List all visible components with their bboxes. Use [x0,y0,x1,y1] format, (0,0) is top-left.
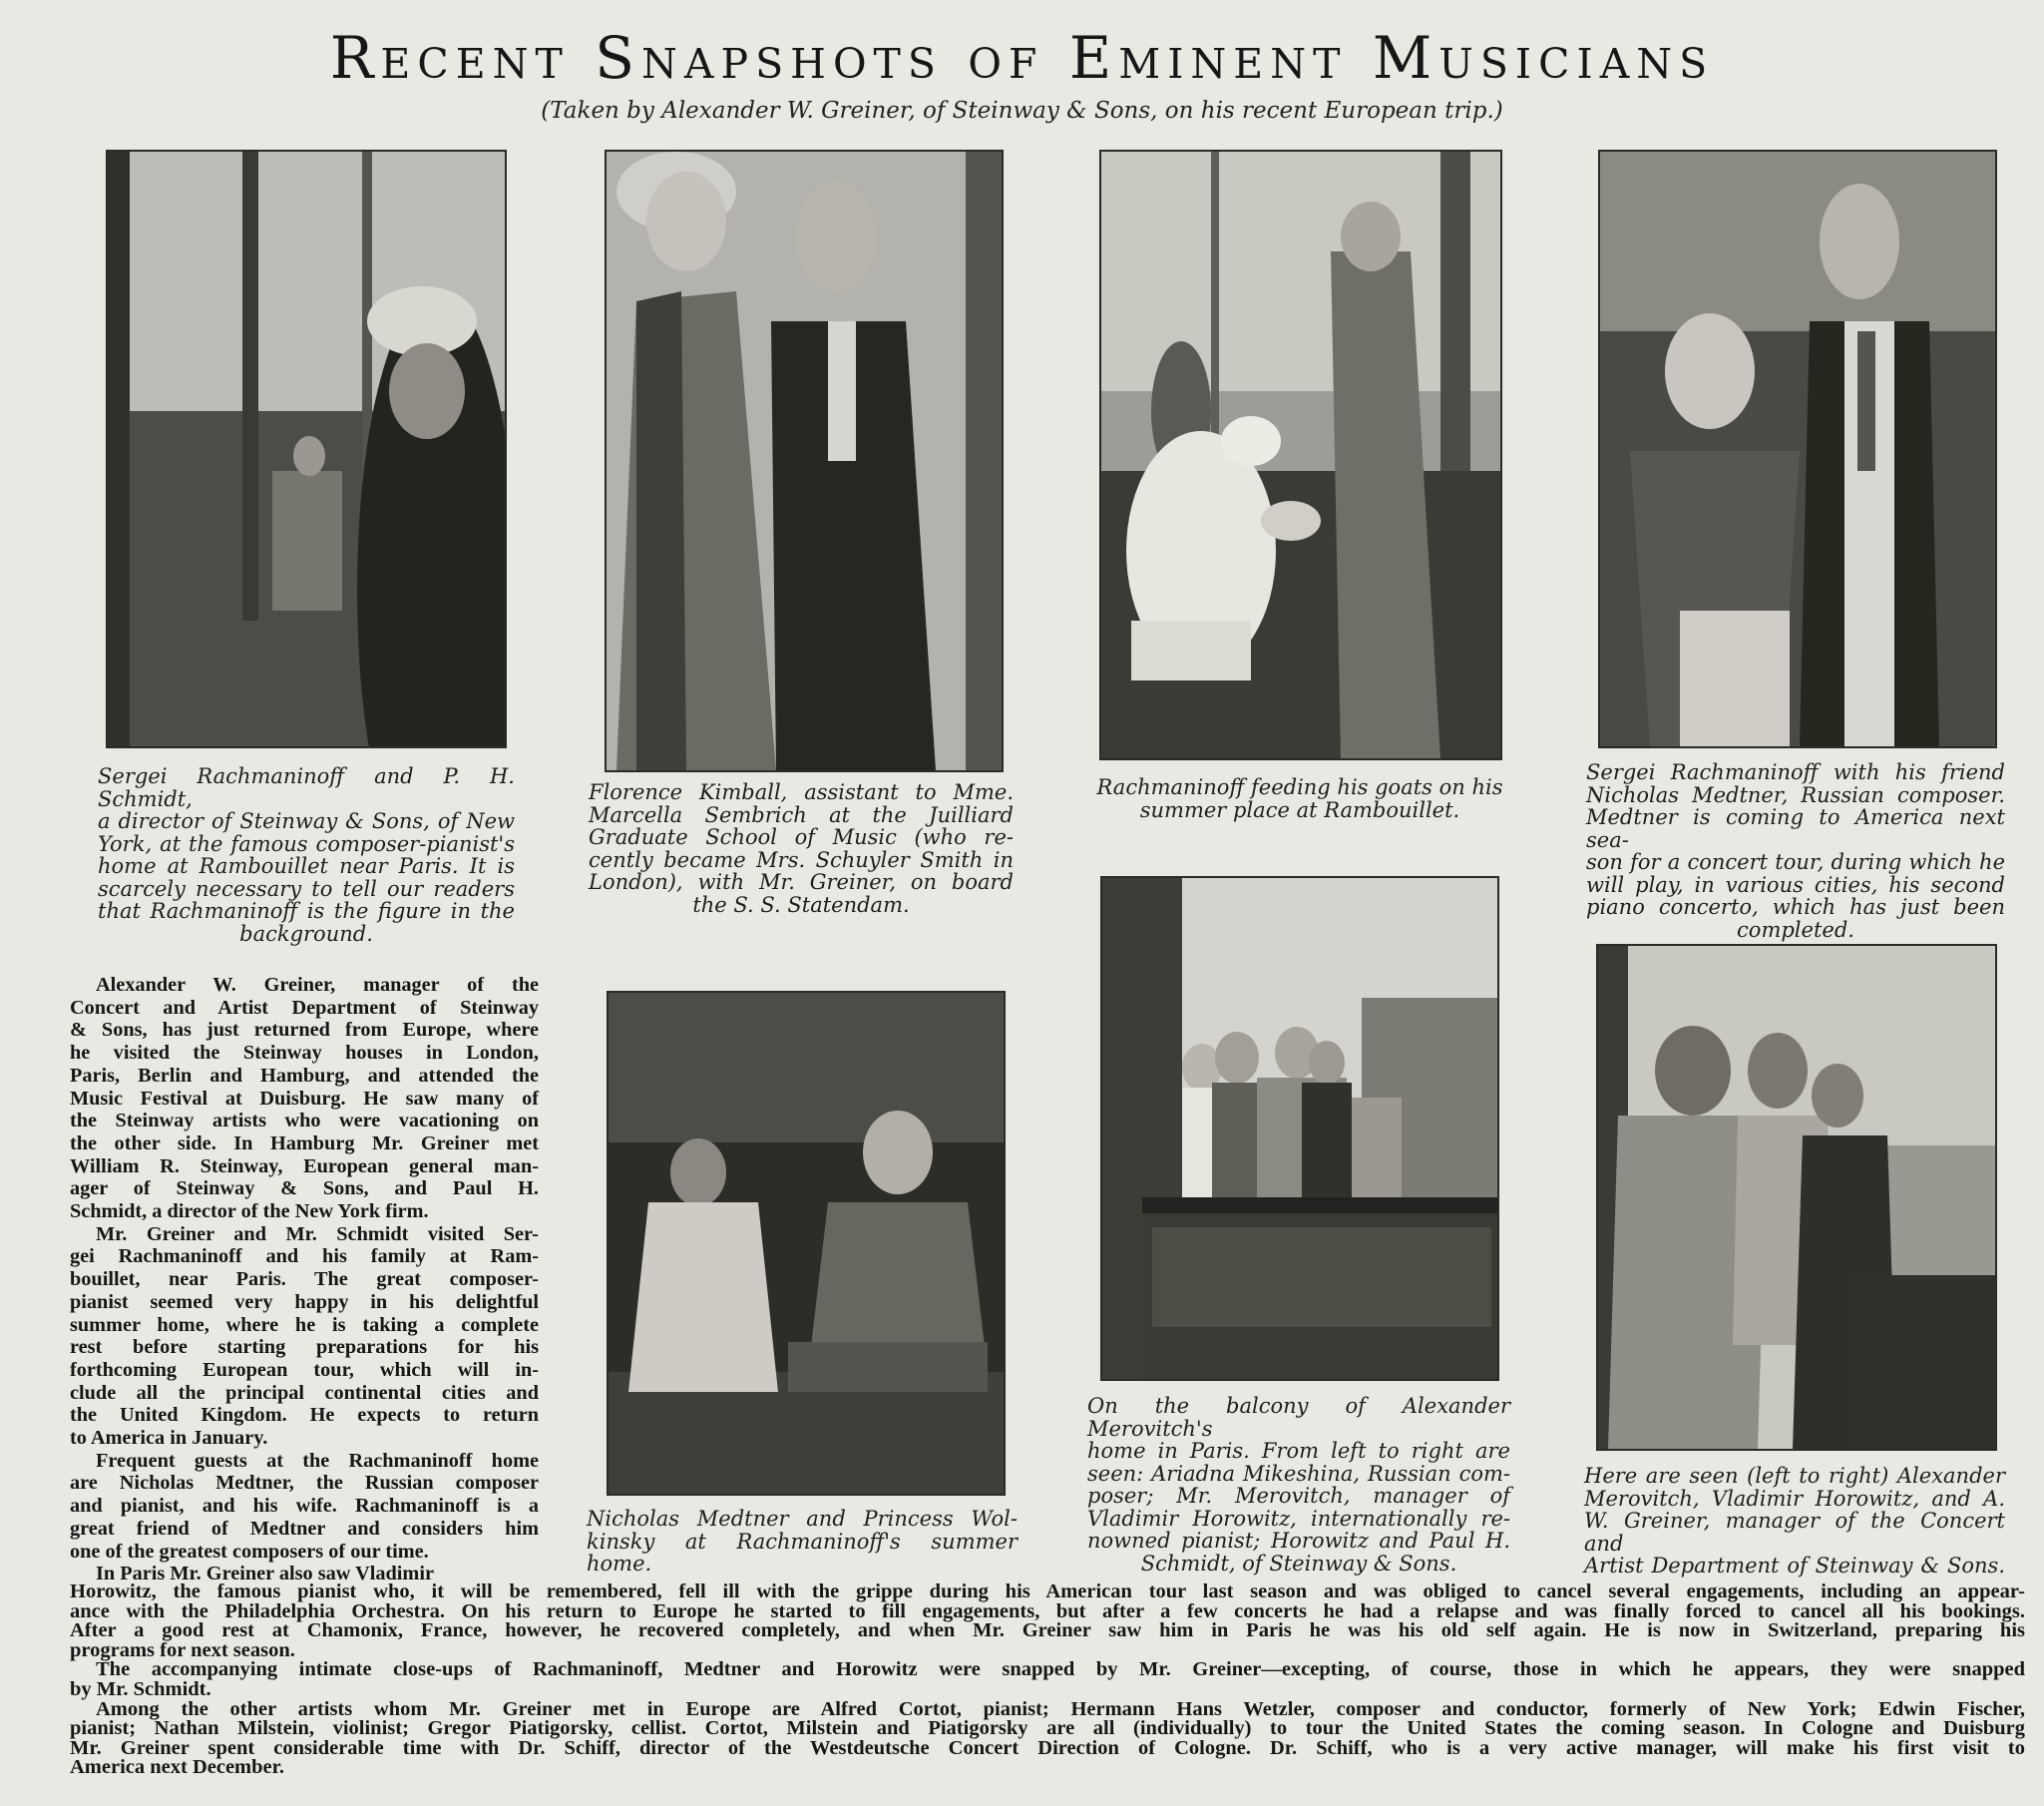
article-line: In Paris Mr. Greiner also saw Vladimir [96,1563,434,1585]
article-line: are Nicholas Medtner, the Russian composer [70,1472,539,1495]
article-line: rest before starting preparations for his [70,1336,539,1359]
caption-kimball-greiner [589,781,1014,916]
article-line: Schmidt, a director of the New York firm. [70,1200,429,1223]
caption-line: that Rachmaninoff is the figure in the [98,899,515,923]
caption-line: Artist Department of Steinway & Sons. [1584,1554,2005,1578]
article-line: and pianist, and his wife. Rachmaninoff is a [70,1495,539,1518]
article-line: Mr. Greiner spent considerable time with Dr. Schiff, director of the Westdeutsche Concert Direction of Cologne. Dr. Schiff, who is a very active manager, will make his first visit to [70,1736,2025,1759]
caption-line: York, at the famous composer-pianist's [98,831,515,856]
caption-line: background. [239,921,373,946]
caption-line: scarcely necessary to tell our readers [98,876,515,901]
article-bottom [70,1582,2025,1778]
caption-line: home at Rambouillet near Paris. It is [98,854,515,878]
photo-merovitch-balcony [1100,876,1499,1381]
caption-line: W. Greiner, manager of the Concert and [1584,1509,2005,1556]
article-line: the Steinway artists who were vacationing on [70,1110,539,1132]
article-line: The accompanying intimate close-ups of Rachmaninoff, Medtner and Horowitz were snapped by Mr. Greiner—excepting, of course, those in which he appears, they were snapped [96,1658,2025,1681]
caption-line: completed. [1737,917,1854,942]
caption-line: Marcella Sembrich at the Juilliard [589,802,1014,827]
photo-kimball-greiner [605,150,1004,772]
caption-merovitch-horowitz-greiner [1584,1465,2005,1578]
caption-line: Merovitch, Vladimir Horowitz, and A. [1584,1486,2005,1511]
article-line: gei Rachmaninoff and his family at Ram- [70,1245,539,1268]
article-line: one of the greatest composers of our time. [70,1540,429,1563]
caption-line: the S. S. Statendam. [692,892,910,917]
article-line: clude all the principal continental cities and [70,1381,539,1404]
caption-line: Sergei Rachmaninoff and P. H. Schmidt, [98,764,515,811]
caption-line: nowned pianist; Horowitz and Paul H. [1087,1529,1510,1553]
article-line: Among the other artists whom Mr. Greiner met in Europe are Alfred Cortot, pianist; Hermann Hans Wetzler, composer and conductor, formerly of New York; Edwin Fischer, [96,1697,2025,1720]
caption-line: London), with Mr. Greiner, on board [589,870,1014,894]
caption-line: son for a concert tour, during which he [1586,850,2005,874]
article-line: he visited the Steinway houses in London, [70,1042,539,1065]
caption-line: will play, in various cities, his second [1586,872,2005,897]
article-line: ager of Steinway & Sons, and Paul H. [70,1177,539,1200]
caption-line: Schmidt, of Steinway & Sons. [1140,1551,1457,1576]
caption-medtner-wolkinsky [587,1508,1018,1576]
caption-line: Florence Kimball, assistant to Mme. [589,780,1014,804]
caption-line: Vladimir Horowitz, internationally re- [1087,1506,1510,1531]
photo-rachmaninoff-schmidt [106,150,507,748]
article-line: & Sons, has just returned from Europe, where [70,1019,539,1042]
caption-line: Rachmaninoff feeding his goats on his [1096,775,1503,799]
photo-rachmaninoff-medtner [1598,150,1997,748]
article-line: William R. Steinway, European general man- [70,1154,539,1177]
caption-line: summer place at Rambouillet. [1139,797,1460,822]
caption-line: Medtner is coming to America next sea- [1586,805,2005,852]
article-line: by Mr. Schmidt. [70,1677,211,1700]
article-line: bouillet, near Paris. The great composer- [70,1268,539,1291]
page-title: Recent Snapshots of Eminent Musicians [329,24,1715,92]
article-line: Music Festival at Duisburg. He saw many of [70,1087,539,1110]
photo-merovitch-horowitz-greiner [1596,944,1997,1451]
caption-line: On the balcony of Alexander Merovitch's [1087,1394,1510,1441]
caption-line: a director of Steinway & Sons, of New [98,809,515,833]
caption-rachmaninoff-schmidt [98,765,515,945]
article-left-column [70,974,539,1585]
caption-rachmaninoff-medtner [1586,761,2005,941]
caption-line: Graduate School of Music (who re- [589,825,1014,849]
caption-line: seen: Ariadna Mikeshina, Russian com- [1087,1461,1510,1486]
article-line: forthcoming European tour, which will in- [70,1358,539,1381]
article-line: great friend of Medtner and considers him [70,1517,539,1540]
photo-medtner-wolkinsky [607,991,1006,1496]
article-line: pianist seemed very happy in his delightful [70,1290,539,1313]
caption-line: poser; Mr. Merovitch, manager of [1087,1484,1510,1508]
article-line: pianist; Nathan Milstein, violinist; Gregor Piatigorsky, cellist. Cortot, Milstein and Piatigorsky are all (individually) to tour the United States the coming season. In Cologne and Duisburg [70,1717,2025,1740]
article-line: Horowitz, the famous pianist who, it will be remembered, fell ill with the grippe during his American tour last season and was obliged to cancel several engagements, including an appear- [70,1580,2025,1602]
article-line: summer home, where he is taking a complete [70,1313,539,1336]
article-line: Paris, Berlin and Hamburg, and attended the [70,1064,539,1087]
page-subtitle: (Taken by Alexander W. Greiner, of Steinway & Sons, on his recent European trip.) [541,98,1503,124]
photo-goats [1099,150,1502,760]
caption-line: Nicholas Medtner, Russian composer. [1586,782,2005,807]
article-line: programs for next season. [70,1638,295,1661]
caption-line: Sergei Rachmaninoff with his friend [1586,760,2005,784]
article-line: Concert and Artist Department of Steinway [70,996,539,1019]
caption-line: piano concerto, which has just been [1586,895,2005,919]
caption-line: home in Paris. From left to right are [1087,1439,1510,1463]
article-line: the other side. In Hamburg Mr. Greiner met [70,1131,539,1154]
article-line: ance with the Philadelphia Orchestra. On his return to Europe he started to fill engagements, but after a few concerts he had a relapse and was finally forced to cancel all his bookings. [70,1599,2025,1622]
caption-line: Here are seen (left to right) Alexander [1584,1464,2005,1488]
article-line: to America in January. [70,1427,268,1450]
caption-line: cently became Mrs. Schuyler Smith in [589,847,1014,872]
article-line: After a good rest at Chamonix, France, however, he recovered completely, and when Mr. Greiner saw him in Paris he was his old self again. He is now in Switzerland, preparing his [70,1619,2025,1642]
caption-line: Nicholas Medtner and Princess Wol- [587,1507,1018,1531]
article-line: America next December. [70,1756,284,1779]
caption-goats [1085,776,1514,821]
caption-merovitch-balcony [1087,1395,1510,1575]
article-line: Frequent guests at the Rachmaninoff home [96,1449,539,1472]
caption-line: kinsky at Rachmaninoff's summer home. [587,1529,1018,1576]
article-line: Mr. Greiner and Mr. Schmidt visited Ser- [96,1222,539,1245]
article-line: the United Kingdom. He expects to return [70,1404,539,1427]
article-line: Alexander W. Greiner, manager of the [96,974,539,996]
